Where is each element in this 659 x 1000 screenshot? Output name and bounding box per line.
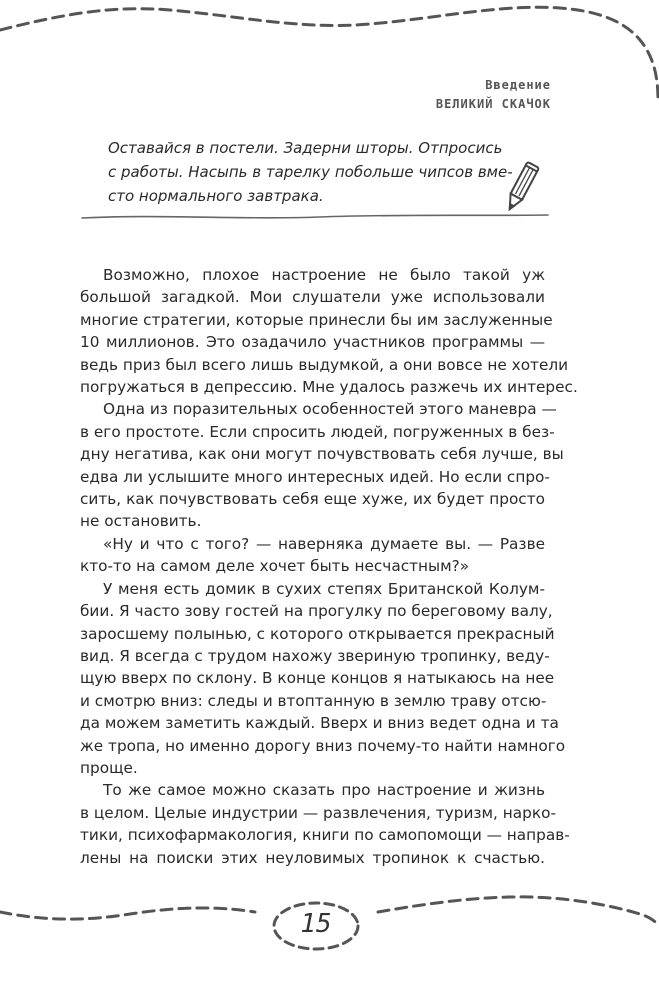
- running-head: [436, 76, 551, 114]
- paragraph: [80, 533, 545, 578]
- paragraph: [80, 264, 578, 398]
- page-number: 15: [300, 909, 332, 939]
- text-line: тики, психофармакология, книги по самопомощи — направ-: [80, 826, 570, 845]
- body-text: [80, 264, 578, 869]
- paragraph: [80, 779, 570, 869]
- text-line: не остановить.: [80, 512, 202, 531]
- text-line: У меня есть домик в сухих степях Британской Колум-: [103, 579, 545, 598]
- callout-underline: [80, 210, 550, 224]
- callout-line: с работы. Насыпь в тарелку побольше чипсов вме-: [108, 163, 513, 181]
- text-line: большой загадкой. Мои слушатели уже использовали: [80, 288, 545, 307]
- paragraph: [80, 578, 566, 780]
- text-line: вид. Я всегда с трудом нахожу звериную тропинку, веду-: [80, 646, 550, 665]
- callout-line: Оставайся в постели. Задерни шторы. Отпросись: [108, 139, 503, 157]
- text-line: Одна из поразительных особенностей этого маневра —: [103, 400, 557, 419]
- text-line: в целом. Целые индустрии — развлечения, туризм, нарко-: [80, 803, 556, 822]
- text-line: лены на поиски этих неуловимых тропинок к счастью.: [80, 848, 545, 867]
- text-line: да можем заметить каждый. Вверх и вниз ведет одна и та: [80, 714, 559, 733]
- text-line: бии. Я часто зову гостей на прогулку по береговому валу,: [80, 602, 553, 621]
- text-line: щую вверх по склону. В конце концов я натыкаюсь на нее: [80, 669, 555, 688]
- text-line: дну негатива, как они могут почувствовать себя лучше, вы: [80, 445, 564, 464]
- text-line: же тропа, но именно дорогу вниз почему-то найти намного: [80, 736, 566, 755]
- text-line: 10 миллионов. Это озадачило участников программы —: [80, 333, 545, 352]
- section-title: Введение: [485, 78, 551, 92]
- text-line: едва ли услышите много интересных идей. Но если спро-: [80, 467, 550, 486]
- text-line: проще.: [80, 758, 138, 777]
- text-line: То же самое можно сказать про настроение и жизнь: [103, 781, 545, 800]
- paragraph: [80, 398, 564, 532]
- text-line: заросшему полынью, с которого открывается прекрасный: [80, 624, 555, 643]
- text-line: в его простоте. Если спросить людей, погруженных в без-: [80, 422, 555, 441]
- text-line: погружаться в депрессию. Мне удалось разжечь их интерес.: [80, 378, 578, 397]
- text-line: Возможно, плохое настроение не было такой уж: [103, 266, 545, 284]
- callout-line: сто нормального завтрака.: [108, 187, 324, 205]
- text-line: ведь приз был всего лишь выдумкой, а они вовсе не хотели: [80, 355, 569, 374]
- text-line: «Ну и что с того? — наверняка думаете вы. — Разве: [103, 534, 545, 553]
- text-line: кто-то на самом деле хочет быть несчастным?»: [80, 557, 470, 576]
- text-line: многие стратегии, которые принесли бы им заслуженные: [80, 310, 553, 329]
- chapter-title: ВЕЛИКИЙ СКАЧОК: [435, 97, 551, 111]
- text-line: сить, как почувствовать себя еще хуже, их будет просто: [80, 490, 545, 509]
- callout-quote: [108, 136, 513, 208]
- text-line: и смотрю вниз: следы и втоптанную в землю траву отсю-: [80, 691, 547, 710]
